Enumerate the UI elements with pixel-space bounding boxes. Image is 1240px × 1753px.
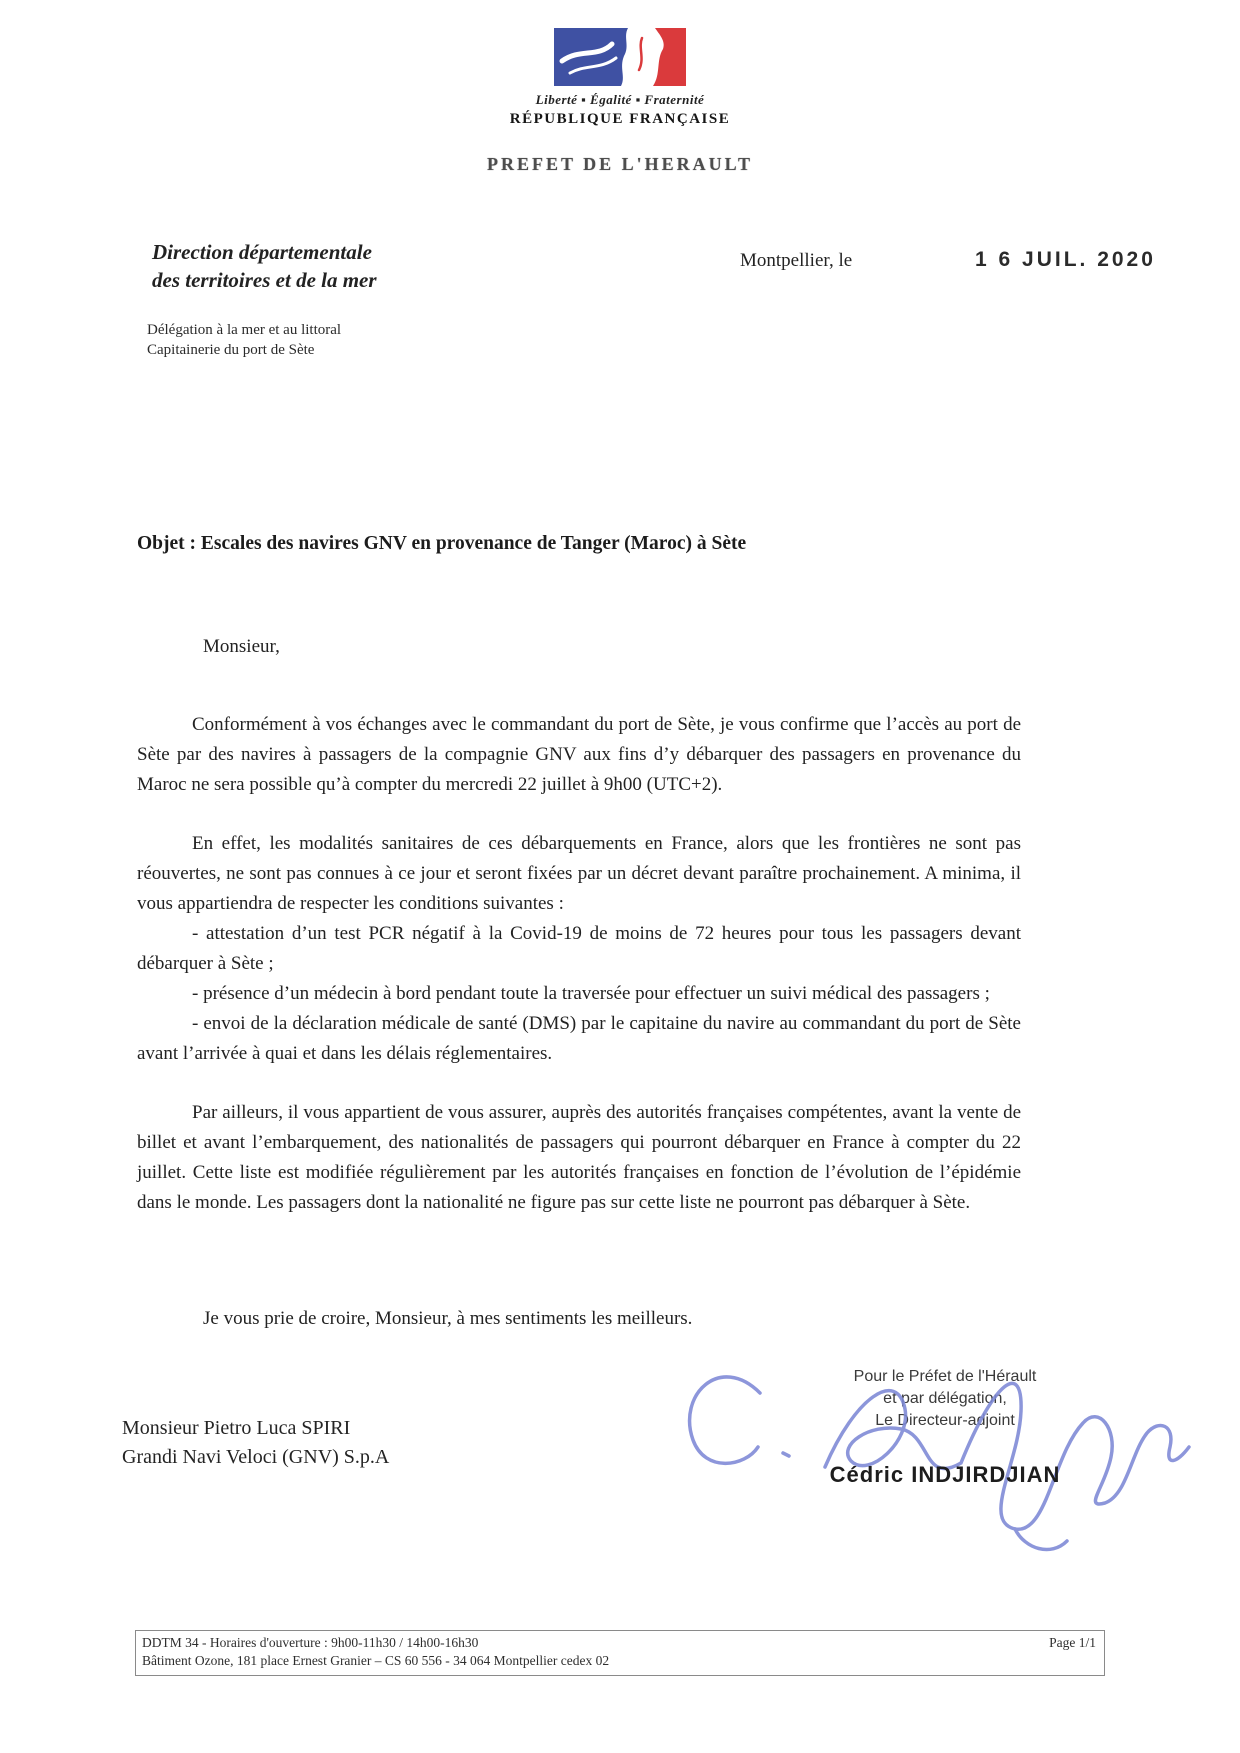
- signature-authority-line2: et par délégation,: [883, 1390, 1007, 1407]
- footer-hours: DDTM 34 - Horaires d'ouverture : 9h00-11h30 / 14h00-16h30: [142, 1635, 479, 1650]
- signature-authority-line1: Pour le Préfet de l'Hérault: [853, 1368, 1037, 1385]
- bullet-pcr: - attestation d’un test PCR négatif à la Covid-19 de moins de 72 heures pour tous les passagers devant débarquer à Sète ;: [137, 923, 1021, 974]
- delegation-block: [147, 320, 341, 360]
- republic-name: RÉPUBLIQUE FRANÇAISE: [509, 111, 731, 127]
- footer-box: [135, 1630, 1105, 1676]
- subject-line: Objet : Escales des navires GNV en provenance de Tanger (Maroc) à Sète: [137, 533, 747, 554]
- delegation-line2: Capitainerie du port de Sète: [147, 342, 315, 358]
- marianne-logo-icon: [554, 28, 686, 86]
- letter-body: [137, 632, 1021, 1334]
- prefecture-title: PREFET DE L'HERAULT: [486, 154, 754, 174]
- footer-address: Bâtiment Ozone, 181 place Ernest Granier – CS 60 556 - 34 064 Montpellier cedex 02: [142, 1653, 610, 1668]
- recipient-name: Monsieur Pietro Luca SPIRI: [122, 1417, 351, 1439]
- direction-line2: des territoires et de la mer: [152, 268, 377, 292]
- bullet-dms: - envoi de la déclaration médicale de santé (DMS) par le capitaine du navire au commandant du port de Sète avant l’arrivée à quai et dans les délais réglementaires.: [137, 1013, 1021, 1064]
- republic-motto: Liberté ▪ Égalité ▪ Fraternité: [535, 92, 705, 107]
- paragraph-2: En effet, les modalités sanitaires de ces débarquements en France, alors que les frontières ne sont pas réouvertes, ne sont pas connues à ce jour et seront fixées par un décret devant paraître prochainement. A minima, il vous appartiendra de respecter les conditions suivantes :: [137, 833, 1021, 914]
- masthead: [0, 28, 1240, 175]
- signatory-name: Cédric INDJIRDJIAN: [829, 1462, 1061, 1487]
- date-stamp: 1 6 JUIL. 2020: [975, 248, 1156, 271]
- salutation: Monsieur,: [203, 636, 280, 657]
- recipient-company: Grandi Navi Veloci (GNV) S.p.A: [122, 1446, 390, 1468]
- signature-authority-line3: Le Directeur-adjoint: [875, 1412, 1015, 1429]
- recipient-block: [122, 1414, 389, 1472]
- page-number: Page 1/1: [1049, 1635, 1096, 1650]
- closing-line: Je vous prie de croire, Monsieur, à mes sentiments les meilleurs.: [203, 1308, 693, 1329]
- direction-block: [152, 238, 377, 294]
- paragraph-1: Conformément à vos échanges avec le commandant du port de Sète, je vous confirme que l’accès au port de Sète par des navires à passagers de la compagnie GNV aux fins d’y débarquer des passagers en provenance du Maroc ne sera possible qu’à compter du mercredi 22 juillet à 9h00 (UTC+2).: [137, 714, 1021, 795]
- footer-lines: [142, 1634, 609, 1670]
- delegation-line1: Délégation à la mer et au littoral: [147, 322, 342, 338]
- signature-authority-block: [755, 1366, 1135, 1432]
- direction-line1: Direction départementale: [152, 240, 372, 264]
- paragraph-3: Par ailleurs, il vous appartient de vous assurer, auprès des autorités françaises compétentes, avant la vente de billet et avant l’embarquement, des nationalités de passagers qui pourront débarquer en France à compter du 22 juillet. Cette liste est modifiée régulièrement par les autorités françaises en fonction de l’évolution de l’épidémie dans le monde. Les passagers dont la nationalité ne figure pas sur cette liste ne pourront pas débarquer à Sète.: [137, 1102, 1021, 1213]
- place-date: Montpellier, le: [740, 250, 853, 271]
- bullet-medecin: - présence d’un médecin à bord pendant toute la traversée pour effectuer un suivi médical des passagers ;: [192, 983, 990, 1004]
